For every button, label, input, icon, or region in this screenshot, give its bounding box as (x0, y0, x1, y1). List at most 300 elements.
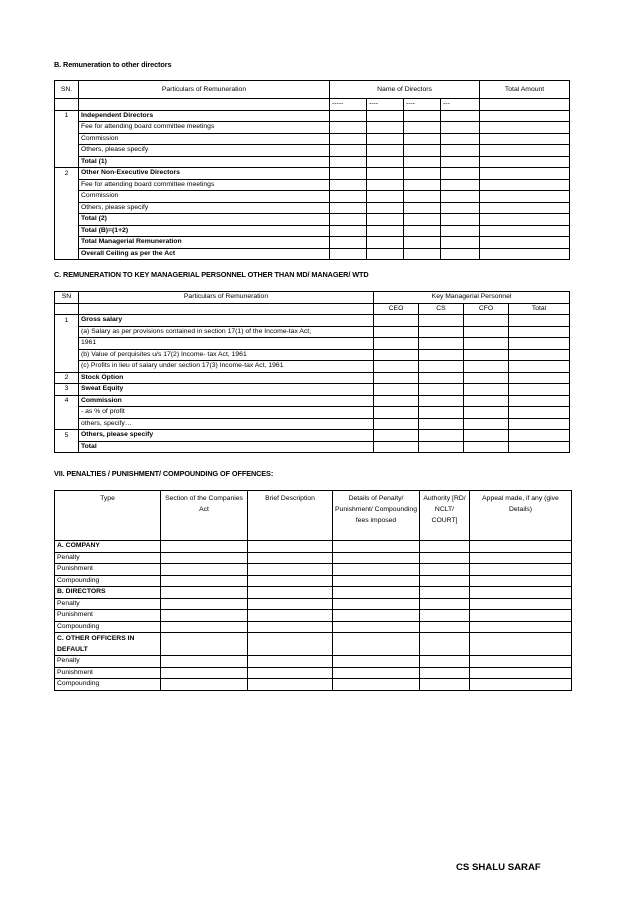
table-row (55, 133, 570, 145)
table-row (55, 122, 570, 134)
table-row (55, 202, 570, 214)
value-cell (333, 633, 420, 656)
value-cell (374, 384, 419, 396)
value-cell (480, 110, 570, 122)
value-cell (420, 564, 470, 576)
value-cell (420, 598, 470, 610)
col-ceo: CEO (374, 303, 419, 315)
table-row (55, 214, 570, 226)
table-row (55, 110, 570, 122)
row-label: B. DIRECTORS (55, 587, 161, 599)
value-cell (480, 145, 570, 157)
value-cell (374, 430, 419, 442)
value-cell (248, 575, 333, 587)
value-cell (420, 633, 470, 656)
col-total-amount: Total Amount (480, 81, 570, 99)
row-label: Penalty (55, 552, 161, 564)
value-cell (480, 214, 570, 226)
value-cell (419, 430, 464, 442)
value-cell (441, 191, 480, 203)
value-cell (367, 191, 404, 203)
table-row (55, 384, 570, 396)
value-cell (367, 237, 404, 249)
row-label: Commission (79, 395, 374, 407)
value-cell (470, 598, 572, 610)
value-cell (464, 430, 509, 442)
col-section: Section of the Companies Act (161, 491, 248, 541)
row-label: A. COMPANY (55, 541, 161, 553)
value-cell (419, 372, 464, 384)
value-cell (509, 407, 570, 419)
value-cell (374, 315, 419, 327)
value-cell (333, 564, 420, 576)
row-sn (55, 361, 79, 373)
table-row (55, 248, 570, 260)
row-sn (55, 441, 79, 453)
table-row (55, 156, 570, 168)
row-label: - as % of profit (79, 407, 374, 419)
row-sn (55, 133, 79, 145)
value-cell (333, 621, 420, 633)
value-cell (330, 214, 367, 226)
value-cell (248, 587, 333, 599)
value-cell (161, 541, 248, 553)
row-label: Penalty (55, 656, 161, 668)
row-sn (55, 418, 79, 430)
value-cell (419, 326, 464, 338)
value-cell (330, 145, 367, 157)
value-cell (420, 621, 470, 633)
value-cell (419, 338, 464, 350)
table-row (55, 338, 570, 350)
row-label: Others, please specify (79, 145, 330, 157)
value-cell (404, 110, 441, 122)
row-label: Total (79, 441, 374, 453)
value-cell (441, 145, 480, 157)
value-cell (248, 633, 333, 656)
value-cell (404, 168, 441, 180)
table-row (55, 145, 570, 157)
value-cell (330, 156, 367, 168)
row-sn: 2 (55, 372, 79, 384)
value-cell (248, 667, 333, 679)
value-cell (330, 168, 367, 180)
col-cs: CS (419, 303, 464, 315)
section-c-title: C. REMUNERATION TO KEY MANAGERIAL PERSONNEL OTHER THAN MD/ MANAGER/ WTD (54, 270, 369, 279)
value-cell (470, 564, 572, 576)
value-cell (161, 621, 248, 633)
value-cell (333, 575, 420, 587)
value-cell (330, 225, 367, 237)
value-cell (367, 225, 404, 237)
row-label: Commission (79, 191, 330, 203)
table-row (55, 395, 570, 407)
col-particulars: Particulars of Remuneration (79, 292, 374, 304)
row-label: Compounding (55, 575, 161, 587)
table-row (55, 315, 570, 327)
row-label: (b) Value of perquisites u/s 17(2) Income- tax Act, 1961 (79, 349, 374, 361)
value-cell (480, 133, 570, 145)
value-cell (374, 349, 419, 361)
row-sn (55, 191, 79, 203)
value-cell (404, 225, 441, 237)
row-label: Gross salary (79, 315, 374, 327)
value-cell (374, 372, 419, 384)
value-cell (419, 441, 464, 453)
value-cell (480, 225, 570, 237)
value-cell (333, 656, 420, 668)
value-cell (509, 338, 570, 350)
row-sn (55, 122, 79, 134)
value-cell (464, 441, 509, 453)
row-label: Total Managerial Remuneration (79, 237, 330, 249)
value-cell (161, 667, 248, 679)
value-cell (420, 667, 470, 679)
row-label: Sweat Equity (79, 384, 374, 396)
penalties-table (54, 490, 572, 691)
value-cell (464, 407, 509, 419)
value-cell (441, 225, 480, 237)
value-cell (404, 214, 441, 226)
table-row (55, 587, 572, 599)
section-b-title: B. Remuneration to other directors (54, 60, 172, 69)
table-row (55, 541, 572, 553)
table-row (55, 361, 570, 373)
row-sn (55, 407, 79, 419)
value-cell (333, 552, 420, 564)
value-cell (509, 349, 570, 361)
value-cell (161, 679, 248, 691)
row-label: (a) Salary as per provisions contained in section 17(1) of the Income-tax Act, (79, 326, 374, 338)
value-cell (367, 110, 404, 122)
row-label: Fee for attending board committee meetings (79, 179, 330, 191)
row-sn (55, 225, 79, 237)
value-cell (330, 110, 367, 122)
value-cell (480, 179, 570, 191)
section-vii-title: VII. PENALTIES / PUNISHMENT/ COMPOUNDING OF OFFENCES: (54, 469, 274, 478)
row-label: Overall Ceiling as per the Act (79, 248, 330, 260)
row-sn: 2 (55, 168, 79, 180)
col-sn: SN. (55, 81, 79, 99)
value-cell (480, 248, 570, 260)
row-label: Commission (79, 133, 330, 145)
value-cell (248, 552, 333, 564)
author-signature: CS SHALU SARAF (456, 862, 541, 873)
row-sn (55, 145, 79, 157)
value-cell (464, 372, 509, 384)
row-sn: 5 (55, 430, 79, 442)
value-cell (248, 598, 333, 610)
value-cell (441, 110, 480, 122)
value-cell (419, 384, 464, 396)
value-cell (161, 552, 248, 564)
value-cell (470, 679, 572, 691)
table-row (55, 168, 570, 180)
row-sn (55, 338, 79, 350)
table-row (55, 225, 570, 237)
value-cell (374, 326, 419, 338)
value-cell (330, 248, 367, 260)
value-cell (419, 407, 464, 419)
director-placeholder: ---- (404, 99, 441, 111)
col-cfo: CFO (464, 303, 509, 315)
value-cell (470, 656, 572, 668)
value-cell (419, 361, 464, 373)
value-cell (367, 122, 404, 134)
value-cell (367, 168, 404, 180)
value-cell (404, 179, 441, 191)
row-label: Other Non-Executive Directors (79, 168, 330, 180)
row-sn (55, 248, 79, 260)
value-cell (441, 202, 480, 214)
value-cell (404, 145, 441, 157)
row-sn (55, 214, 79, 226)
value-cell (404, 237, 441, 249)
value-cell (420, 575, 470, 587)
value-cell (470, 621, 572, 633)
value-cell (161, 656, 248, 668)
value-cell (509, 361, 570, 373)
value-cell (480, 202, 570, 214)
row-label: 1961 (79, 338, 374, 350)
value-cell (330, 237, 367, 249)
table-row (55, 621, 572, 633)
col-key-managerial-personnel: Key Managerial Personnel (374, 292, 570, 304)
table-row (55, 407, 570, 419)
row-label: Independent Directors (79, 110, 330, 122)
value-cell (480, 237, 570, 249)
director-placeholder: ---- (367, 99, 404, 111)
value-cell (464, 418, 509, 430)
row-sn: 4 (55, 395, 79, 407)
row-sn (55, 179, 79, 191)
col-particulars: Particulars of Remuneration (79, 81, 330, 99)
col-type: Type (55, 491, 161, 541)
value-cell (404, 202, 441, 214)
value-cell (441, 133, 480, 145)
value-cell (509, 395, 570, 407)
value-cell (420, 679, 470, 691)
value-cell (480, 191, 570, 203)
table-row (55, 598, 572, 610)
value-cell (509, 441, 570, 453)
col-name-of-directors: Name of Directors (330, 81, 480, 99)
value-cell (480, 156, 570, 168)
table-row (55, 656, 572, 668)
row-sn: 1 (55, 315, 79, 327)
table-row (55, 633, 572, 656)
value-cell (161, 598, 248, 610)
value-cell (333, 610, 420, 622)
row-label: Compounding (55, 621, 161, 633)
table-row (55, 179, 570, 191)
row-sn (55, 326, 79, 338)
row-label: Stock Option (79, 372, 374, 384)
value-cell (470, 667, 572, 679)
value-cell (248, 621, 333, 633)
row-sn: 3 (55, 384, 79, 396)
value-cell (464, 395, 509, 407)
table-row (55, 441, 570, 453)
value-cell (161, 564, 248, 576)
value-cell (420, 656, 470, 668)
col-total: Total (509, 303, 570, 315)
value-cell (464, 349, 509, 361)
value-cell (419, 315, 464, 327)
value-cell (248, 656, 333, 668)
value-cell (367, 145, 404, 157)
row-label: Punishment (55, 610, 161, 622)
value-cell (374, 361, 419, 373)
table-row (55, 575, 572, 587)
value-cell (367, 179, 404, 191)
value-cell (509, 430, 570, 442)
value-cell (374, 338, 419, 350)
value-cell (470, 575, 572, 587)
row-label: Penalty (55, 598, 161, 610)
value-cell (161, 587, 248, 599)
value-cell (248, 610, 333, 622)
row-label: Others, please specify (79, 202, 330, 214)
value-cell (509, 315, 570, 327)
value-cell (404, 122, 441, 134)
value-cell (470, 633, 572, 656)
value-cell (404, 156, 441, 168)
value-cell (441, 122, 480, 134)
row-sn (55, 156, 79, 168)
value-cell (248, 679, 333, 691)
table-row (55, 372, 570, 384)
value-cell (404, 191, 441, 203)
value-cell (509, 372, 570, 384)
row-label: (c) Profits in lieu of salary under section 17(3) Income-tax Act, 1961 (79, 361, 374, 373)
table-row (55, 679, 572, 691)
value-cell (330, 202, 367, 214)
table-row (55, 418, 570, 430)
table-row (55, 552, 572, 564)
row-label: Total (2) (79, 214, 330, 226)
value-cell (441, 248, 480, 260)
value-cell (420, 541, 470, 553)
value-cell (367, 202, 404, 214)
value-cell (374, 407, 419, 419)
kmp-remuneration-table (54, 291, 570, 453)
value-cell (420, 610, 470, 622)
value-cell (470, 541, 572, 553)
value-cell (374, 441, 419, 453)
row-label: Total (1) (79, 156, 330, 168)
value-cell (333, 541, 420, 553)
table-row (55, 349, 570, 361)
value-cell (509, 418, 570, 430)
row-label: Compounding (55, 679, 161, 691)
table-row (55, 667, 572, 679)
value-cell (374, 418, 419, 430)
col-authority: Authority [RD/ NCLT/ COURT] (420, 491, 470, 541)
row-label: Others, please specify (79, 430, 374, 442)
value-cell (330, 179, 367, 191)
value-cell (161, 575, 248, 587)
value-cell (464, 338, 509, 350)
value-cell (333, 598, 420, 610)
value-cell (441, 168, 480, 180)
value-cell (161, 610, 248, 622)
row-label: Punishment (55, 564, 161, 576)
table-row (55, 237, 570, 249)
value-cell (161, 633, 248, 656)
value-cell (509, 326, 570, 338)
value-cell (248, 564, 333, 576)
row-label: Total (B)=(1+2) (79, 225, 330, 237)
value-cell (367, 214, 404, 226)
value-cell (330, 133, 367, 145)
col-appeal: Appeal made, if any (give Details) (470, 491, 572, 541)
value-cell (333, 679, 420, 691)
row-sn (55, 237, 79, 249)
row-label: C. OTHER OFFICERS IN DEFAULT (55, 633, 161, 656)
value-cell (333, 667, 420, 679)
table-row (55, 610, 572, 622)
value-cell (367, 156, 404, 168)
col-sn: SN (55, 292, 79, 304)
value-cell (441, 214, 480, 226)
row-sn: 1 (55, 110, 79, 122)
value-cell (470, 587, 572, 599)
value-cell (333, 587, 420, 599)
value-cell (374, 395, 419, 407)
value-cell (419, 418, 464, 430)
value-cell (419, 395, 464, 407)
table-row (55, 326, 570, 338)
value-cell (464, 384, 509, 396)
value-cell (248, 541, 333, 553)
value-cell (480, 168, 570, 180)
col-brief-description: Brief Description (248, 491, 333, 541)
value-cell (367, 133, 404, 145)
row-label: Punishment (55, 667, 161, 679)
value-cell (441, 156, 480, 168)
value-cell (367, 248, 404, 260)
value-cell (441, 237, 480, 249)
table-row (55, 430, 570, 442)
value-cell (404, 248, 441, 260)
value-cell (441, 179, 480, 191)
value-cell (470, 610, 572, 622)
value-cell (464, 361, 509, 373)
row-label: Fee for attending board committee meetings (79, 122, 330, 134)
value-cell (480, 122, 570, 134)
director-placeholder: ----- (330, 99, 367, 111)
value-cell (330, 122, 367, 134)
value-cell (419, 349, 464, 361)
value-cell (420, 552, 470, 564)
director-placeholder: --- (441, 99, 480, 111)
value-cell (509, 384, 570, 396)
table-row (55, 191, 570, 203)
col-details: Details of Penalty/ Punishment/ Compounding fees imposed (333, 491, 420, 541)
row-sn (55, 349, 79, 361)
value-cell (464, 326, 509, 338)
row-sn (55, 202, 79, 214)
value-cell (404, 133, 441, 145)
value-cell (470, 552, 572, 564)
table-row (55, 564, 572, 576)
row-label: others, specify… (79, 418, 374, 430)
other-directors-table (54, 80, 570, 260)
value-cell (420, 587, 470, 599)
value-cell (330, 191, 367, 203)
value-cell (464, 315, 509, 327)
